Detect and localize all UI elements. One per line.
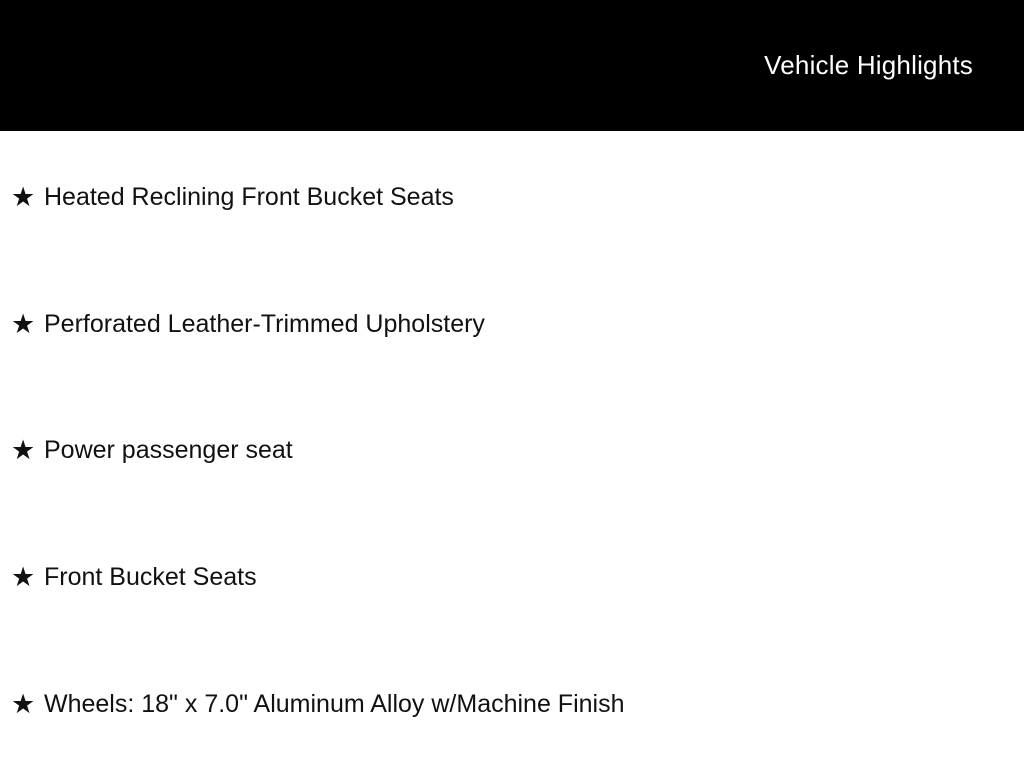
list-item-text: Wheels: 18" x 7.0" Aluminum Alloy w/Machine Finish — [44, 690, 625, 718]
list-item-text: Perforated Leather-Trimmed Upholstery — [44, 310, 485, 338]
star-bullet-icon: ★ — [11, 689, 36, 719]
highlights-list — [0, 131, 1024, 768]
star-bullet-icon: ★ — [11, 182, 36, 212]
star-bullet-icon: ★ — [11, 435, 36, 465]
list-item-text: Heated Reclining Front Bucket Seats — [44, 183, 454, 211]
page-title: Vehicle Highlights — [764, 50, 973, 80]
header-bar — [0, 0, 1024, 131]
list-item — [0, 435, 293, 465]
star-bullet-icon: ★ — [11, 309, 36, 339]
star-bullet-icon: ★ — [11, 562, 36, 592]
list-item-text: Power passenger seat — [44, 436, 293, 464]
list-item-text: Front Bucket Seats — [44, 563, 257, 591]
list-item — [0, 689, 625, 719]
list-item — [0, 562, 257, 592]
list-item — [0, 309, 485, 339]
list-item — [0, 182, 454, 212]
